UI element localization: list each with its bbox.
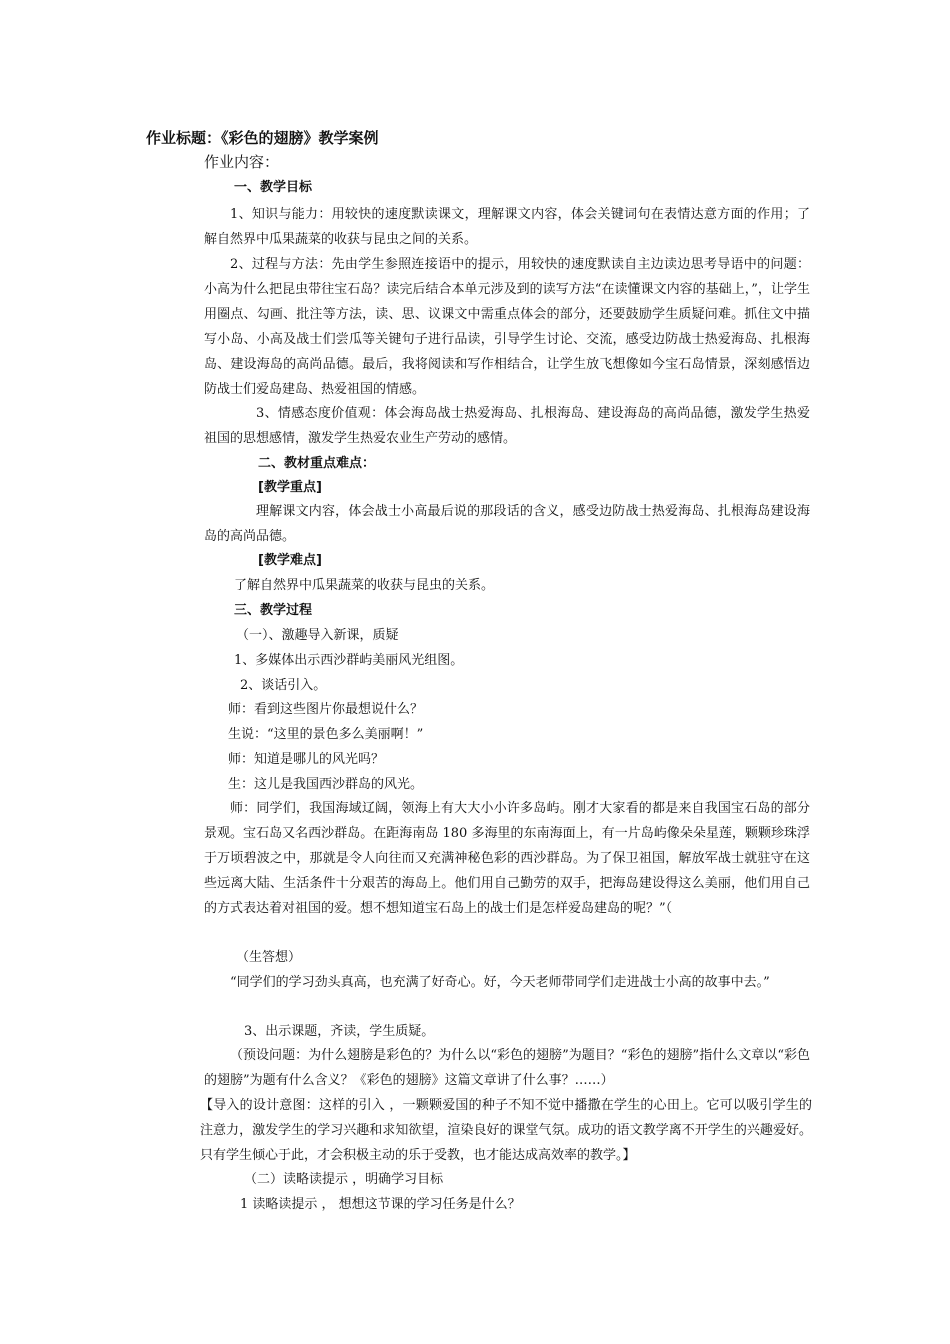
section-heading-goals: 一、教学目标 (234, 180, 313, 195)
difficulty-text: 了解自然界中瓜果蔬菜的收获与昆虫的关系。 (234, 578, 495, 593)
document-title: 作业标题：《彩色的翅膀》教学案例 (146, 129, 379, 147)
section-heading-key-points: 二、教材重点难点： (258, 456, 376, 471)
process-step-two-item-one: 1 读略读提示 ， 想想这节课的学习任务是什么？ (240, 1197, 521, 1212)
process-item-two: 2、谈话引入。 (240, 678, 327, 693)
difficulty-label: [教学难点] (258, 553, 322, 568)
design-intent-paragraph: 【导入的设计意图：这样的引入 ，一颗颗爱国的种子不知不觉中播撒在学生的心田上。它可以吸引学生的注意力，激发学生的学习兴趣和求知欲望，渲染良好的课堂气氛。成功的语文教学离不开学生的兴趣爱好。只有学生倾心于此，才会积极主动的乐于受教，也才能达成高效率的教学。】 (200, 1098, 812, 1163)
dialogue-line-1: 师：看到这些图片你最想说什么？ (228, 702, 424, 717)
key-point-label: [教学重点] (258, 480, 322, 495)
key-point-paragraph: 理解课文内容，体会战士小高最后说的那段话的含义，感受边防战士热爱海岛、扎根海岛建设海岛的高尚品德。 (204, 504, 810, 544)
teacher-quote-paragraph: “同学们的学习劲头真高，也充满了好奇心。好，今天老师带同学们走进战士小高的故事中去。” (230, 975, 770, 990)
process-step-one: （一）、激趣导入新课，质疑 (236, 628, 399, 643)
dialogue-line-2: 生说：“这里的景色多么美丽啊！” (228, 727, 424, 742)
process-item-one: 1、多媒体出示西沙群屿美丽风光组图。 (234, 653, 464, 668)
process-item-three: 3、出示课题，齐读，学生质疑。 (244, 1024, 435, 1039)
dialogue-line-3: 师：知道是哪儿的风光吗？ (228, 752, 385, 767)
goal-process-paragraph: 2、过程与方法：先由学生参照连接语中的提示，用较快的速度默读自主边读边思考导语中的问题：小高为什么把昆虫带往宝石岛？读完后结合本单元涉及到的读写方法“在读懂课文内容的基础上，”，让学生用圈点、勾画、批注等方法，读、思、议课文中需重点体会的部分，还要鼓励学生质疑问难。抓住文中描写小岛、小高及战士们尝瓜等关键句子进行品读，引导学生讨论、交流，感受边防战士热爱海岛、扎根海岛、建设海岛的高尚品德。最后，我将阅读和写作相结合，让学生放飞想像如今宝石岛情景，深刻感悟边防战士们爱岛建岛、热爱祖国的情感。 (204, 257, 810, 397)
content-label: 作业内容： (204, 153, 280, 171)
goal-emotion-paragraph: 3、情感态度价值观：体会海岛战士热爱海岛、扎根海岛、建设海岛的高尚品德，激发学生热爱祖国的思想感情，激发学生热爱农业生产劳动的感情。 (204, 406, 810, 446)
process-step-two: （二）读略读提示 ，明确学习目标 (244, 1172, 444, 1187)
teacher-intro-paragraph: 师：同学们，我国海域辽阔，领海上有大大小小许多岛屿。刚才大家看的都是来自我国宝石岛的部分景观。宝石岛又名西沙群岛。在距海南岛 180 多海里的东南海面上，有一片岛屿像朵朵星莲，颗颗珍珠浮于万顷碧波之中，那就是令人向往而又充满神秘色彩的西沙群岛。为了保卫祖国，解放军战士就驻守在这些远离大陆、生活条件十分艰苦的海岛上。他们用自己勤劳的双手，把海岛建设得这么美丽，他们用自己的方式表达着对祖国的爱。想不想知道宝石岛上的战士们是怎样爱岛建岛的呢？”（ (204, 801, 810, 916)
preset-questions-paragraph: （预设问题：为什么翅膀是彩色的？为什么以“彩色的翅膀”为题目？“彩色的翅膀”指什么文章以“彩色的翅膀”为题有什么含义？《彩色的翅膀》这篇文章讲了什么事？……） (204, 1048, 810, 1088)
section-heading-process: 三、教学过程 (234, 603, 313, 618)
student-answer: （生答想） (236, 950, 302, 965)
goal-knowledge-paragraph: 1、知识与能力：用较快的速度默读课文，理解课文内容，体会关键词句在表情达意方面的作用；了解自然界中瓜果蔬菜的收获与昆虫之间的关系。 (204, 207, 810, 247)
dialogue-line-4: 生：这儿是我国西沙群岛的风光。 (228, 777, 424, 792)
